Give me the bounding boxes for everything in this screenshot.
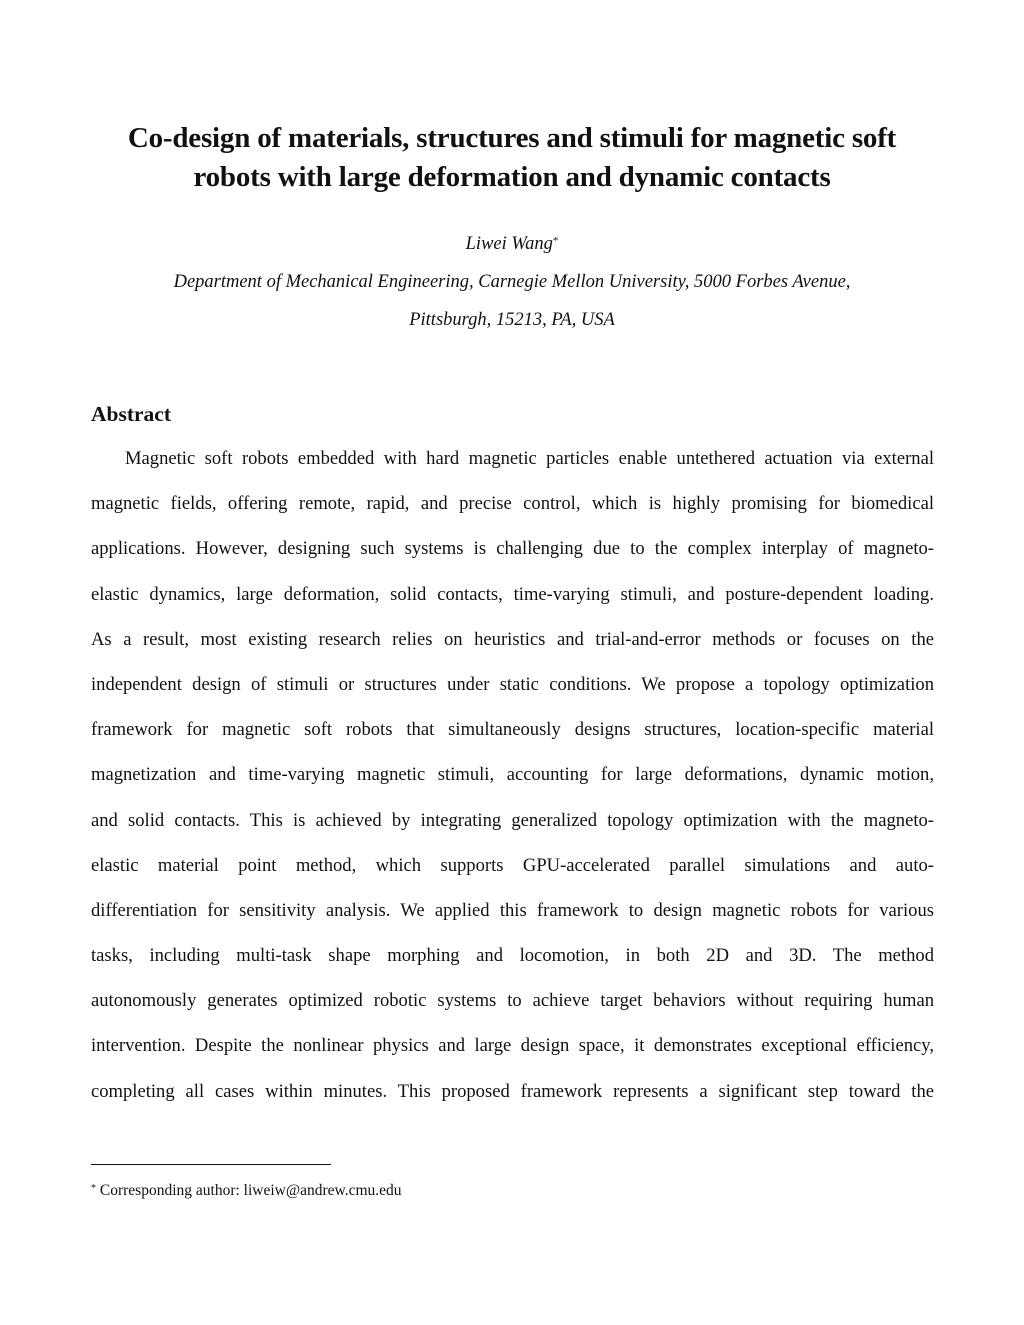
abstract-line: Magnetic soft robots embedded with hard magnetic particles enable untethered actuation via external xyxy=(125,448,934,469)
abstract-line: applications. However, designing such systems is challenging due to the complex interplay of magneto- xyxy=(91,538,934,560)
abstract-line: completing all cases within minutes. This proposed framework represents a significant step toward the xyxy=(91,1080,934,1102)
footnote-divider xyxy=(91,1164,331,1165)
abstract-line: elastic material point method, which supports GPU-accelerated parallel simulations and auto- xyxy=(91,854,934,876)
abstract-line: magnetization and time-varying magnetic stimuli, accounting for large deformations, dynamic motion, xyxy=(91,764,934,786)
abstract-line: differentiation for sensitivity analysis. We applied this framework to design magnetic robots for various xyxy=(91,899,934,921)
paper-title-line-2: robots with large deformation and dynamic contacts xyxy=(193,161,831,193)
abstract-heading: Abstract xyxy=(91,402,172,426)
footnote-mark: * xyxy=(91,1183,96,1194)
abstract-line: framework for magnetic soft robots that simultaneously designs structures, location-specific material xyxy=(91,719,934,741)
author-name: Liwei Wang xyxy=(465,234,553,254)
affiliation-line-1: Department of Mechanical Engineering, Carnegie Mellon University, 5000 Forbes Avenue, xyxy=(173,272,851,292)
abstract-body xyxy=(91,445,934,1123)
abstract-line: independent design of stimuli or structures under static conditions. We propose a topology optimization xyxy=(91,673,934,695)
paper-title xyxy=(80,119,944,197)
affiliation-line-2: Pittsburgh, 15213, PA, USA xyxy=(409,310,615,330)
abstract-line: magnetic fields, offering remote, rapid, and precise control, which is highly promising for biomedical xyxy=(91,493,934,515)
author-footnote-mark: * xyxy=(552,235,559,247)
abstract-line: intervention. Despite the nonlinear physics and large design space, it demonstrates exceptional efficiency, xyxy=(91,1035,934,1057)
abstract-line: tasks, including multi-task shape morphing and locomotion, in both 2D and 3D. The method xyxy=(91,945,934,967)
footnote xyxy=(91,1180,402,1202)
abstract-line: As a result, most existing research relies on heuristics and trial-and-error methods or focuses on the xyxy=(91,628,934,650)
abstract-line: elastic dynamics, large deformation, solid contacts, time-varying stimuli, and posture-dependent loading. xyxy=(91,583,934,605)
abstract-line: and solid contacts. This is achieved by integrating generalized topology optimization with the magneto- xyxy=(91,809,934,831)
paper-title-line-1: Co-design of materials, structures and stimuli for magnetic soft xyxy=(127,122,897,154)
abstract-line: autonomously generates optimized robotic systems to achieve target behaviors without requiring human xyxy=(91,990,934,1012)
author xyxy=(0,232,1024,256)
footnote-text: Corresponding author: liweiw@andrew.cmu.edu xyxy=(96,1182,402,1199)
